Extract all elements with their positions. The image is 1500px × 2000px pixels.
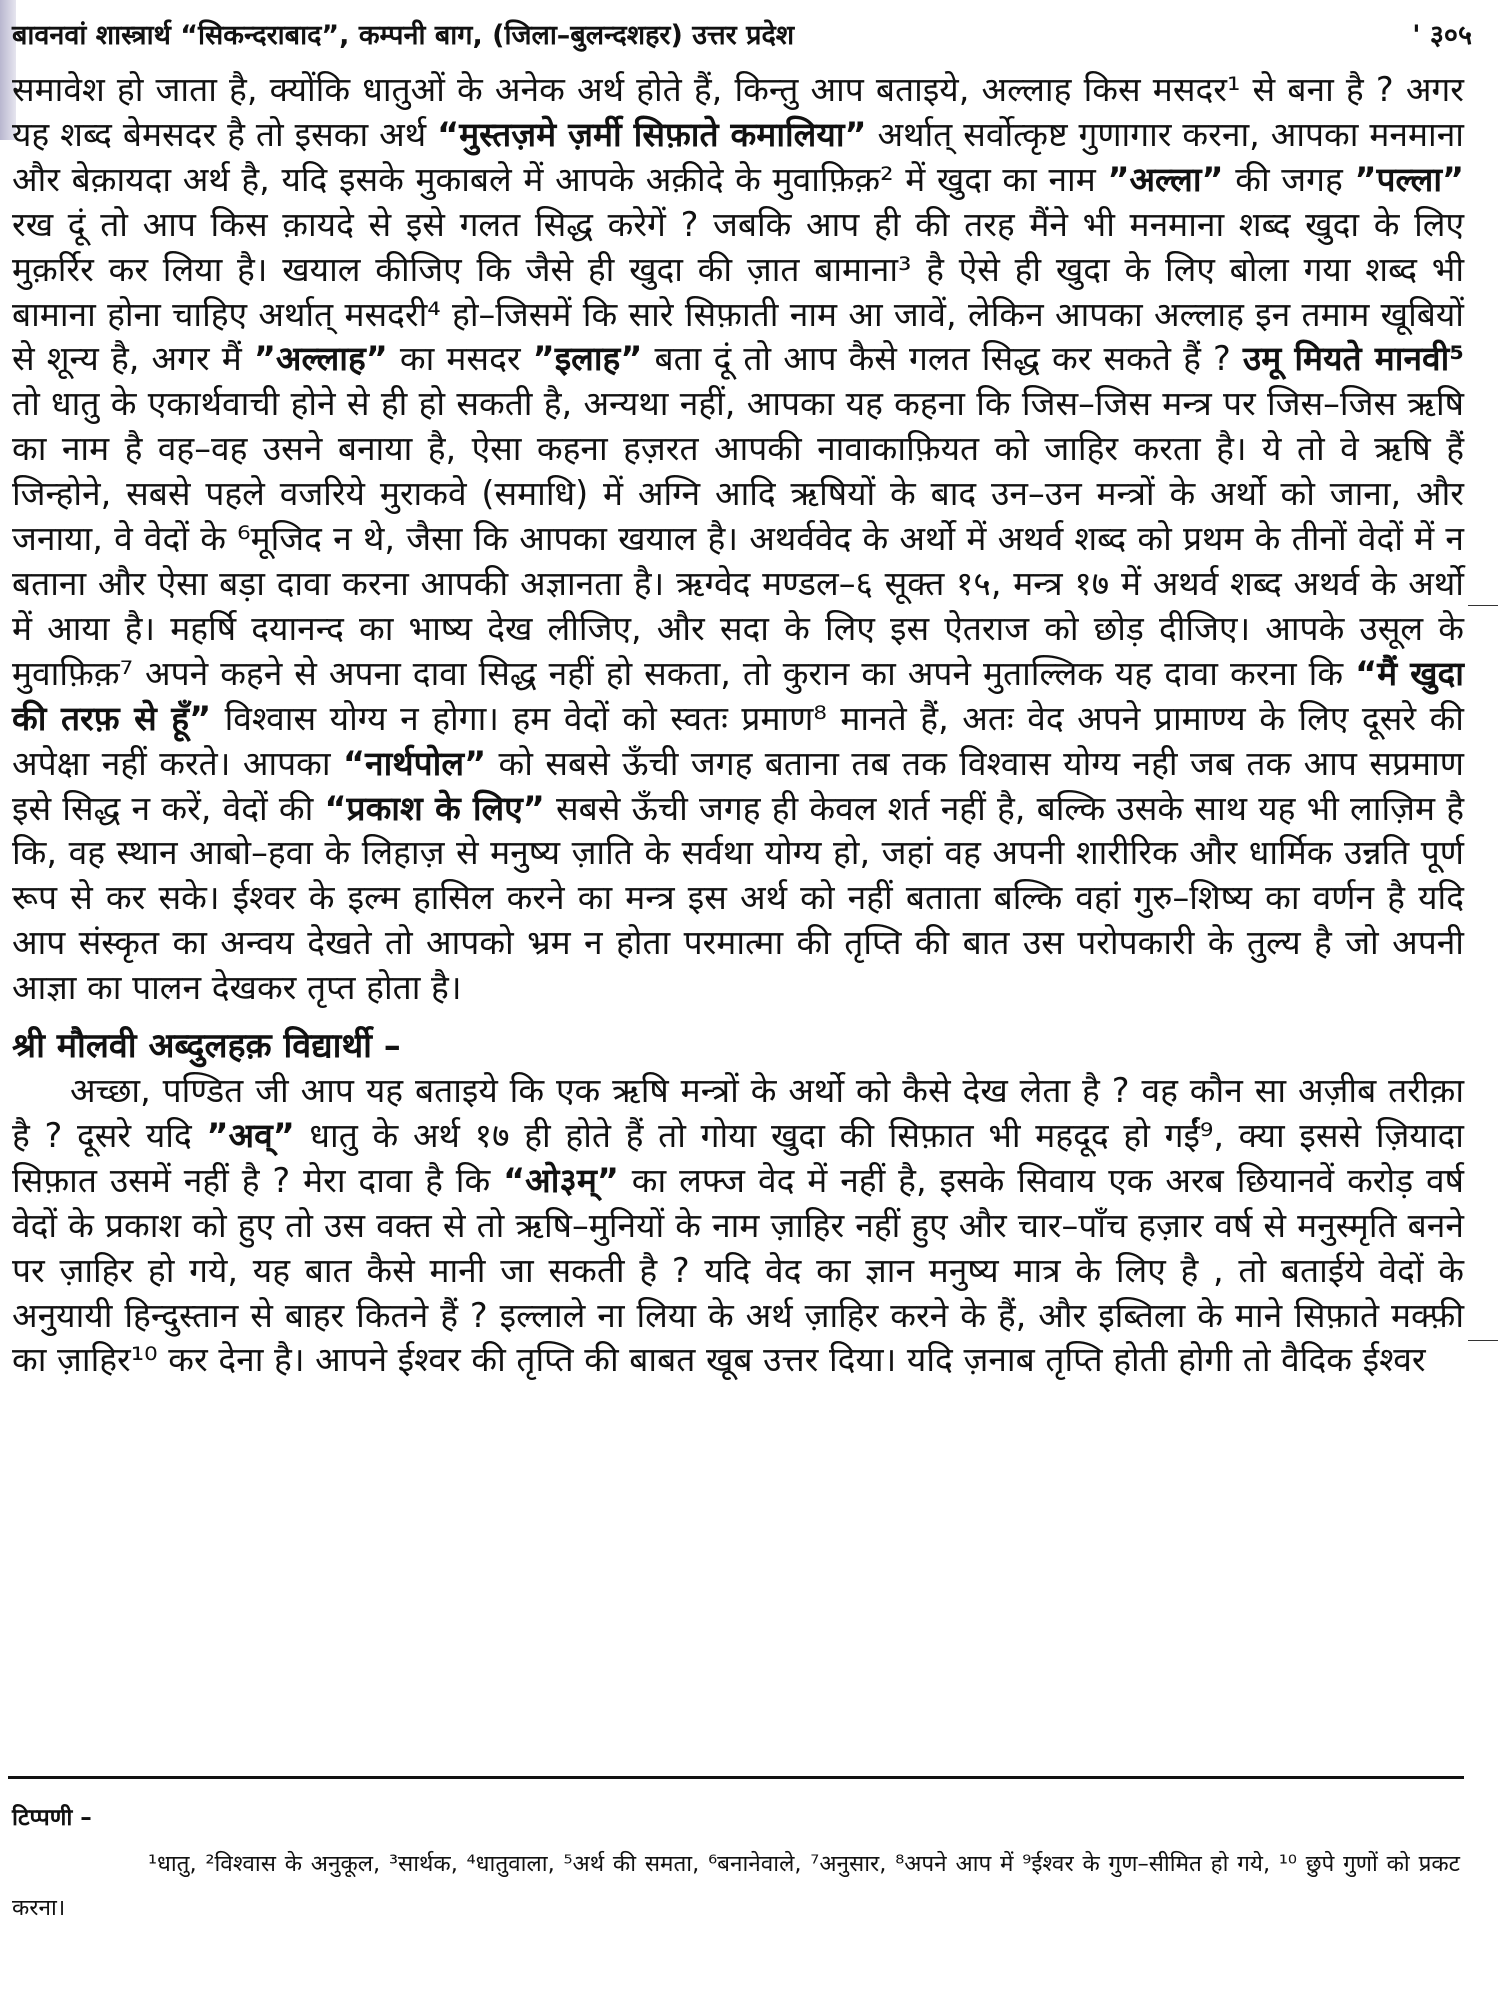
bold-phrase: ”अल्ला” (1107, 159, 1224, 199)
header-title-prefix: बावनवां शास्त्रार्थ (12, 19, 181, 51)
bold-phrase: ”अव्” (206, 1115, 295, 1155)
text-run: सबसे ऊँची जगह ही केवल शर्त नहीं है, बल्कि उसके साथ यह भी लाज़िम है कि, वह स्थान आबो–हवा के लिहाज़ से मनुष्य ज़ाति के सर्वथा योग्य हो, जहां वह अपनी शारीरिक और धार्मिक उन्नति पूर्ण रूप से कर सके। ईश्वर के इल्म हासिल करने का मन्त्र इस अर्थ को नहीं बताता बल्कि वहां गुरु–शिष्य का वर्णन है यदि आप संस्कृत का अन्वय देखते तो आपको भ्रम न होता परमात्मा की तृप्ति की बात उस परोपकारी के तुल्य है जो अपनी आज्ञा का पालन देखकर तृप्त होता है। (12, 788, 1464, 1008)
header-title-place: “सिकन्दराबाद” (180, 19, 340, 51)
text-run: को सबसे ऊँची जगह बताना तब तक विश्वास योग्य नही जब तक आप सप्रमाण इसे सिद्ध न करें, वेदों की (12, 743, 1464, 828)
text-run: समावेश हो जाता है, क्योंकि धातुओं के अनेक अर्थ होते हैं, किन्तु आप बताइये, अल्लाह किस मसदर¹ से बना है ? अगर यह शब्द बेमसदर है तो इसका अर्थ (12, 70, 1464, 154)
bold-phrase: “ओ३म्” (503, 1160, 619, 1200)
margin-mark (1468, 1340, 1498, 1341)
bold-phrase: उमू मियते मानवी⁵ (1242, 339, 1465, 379)
text-run: का लफ्ज वेद में नहीं है, इसके सिवाय एक अरब छियानवें करोड़ वर्ष वेदों के प्रकाश को हुए तो उस वक्त से तो ऋषि–मुनियों के नाम ज़ाहिर नहीं हुए और चार–पाँच हज़ार वर्ष से मनुस्मृति बनने पर ज़ाहिर हो गये, यह बात कैसे मानी जा सकती है ? यदि वेद का ज्ञान मनुष्य मात्र के लिए है , तो बताईये वेदों के अनुयायी हिन्दुस्तान से बाहर कितने हैं ? इल्लाले ना लिया के अर्थ ज़ाहिर करने के हैं, और इब्तिला के माने सिफ़ाते मक्फ़ी का ज़ाहिर¹⁰ कर देना है। आपने ईश्वर की तृप्ति की बाबत खूब उत्तर दिया। यदि ज़नाब तृप्ति होती होगी तो वैदिक ईश्वर (12, 1160, 1465, 1380)
text-run: धातु के अर्थ १७ ही होते हैं तो गोया खुदा की सिफ़ात भी महदूद हो गईं⁹, क्या इससे ज़ियादा सिफ़ात उसमें नहीं है ? मेरा दावा है कि (12, 1115, 1464, 1200)
body-text (12, 68, 1464, 1383)
header-title (12, 15, 794, 52)
text-run: तो धातु के एकार्थवाची होने से ही हो सकती है, अन्यथा नहीं, आपका यह कहना कि जिस–जिस मन्त्र पर जिस–जिस ऋषि का नाम है वह–वह उसने बनाया है, ऐसा कहना हज़रत आपकी नावाकाफ़ियत को जाहिर करता है। ये तो वे ऋषि हैं जिन्होने, सबसे पहले वजरिये मुराकवे (समाधि) में अग्नि आदि ऋषियों के बाद उन–उन मन्त्रों के अर्थो को जाना, और जनाया, वे वेदों के ⁶मूजिद न थे, जैसा कि आपका खयाल है। अथर्ववेद के अर्थो में अथर्व शब्द को प्रथम के तीनों वेदों में न बताना और ऐसा बड़ा दावा करना आपकी अज्ञानता है। ऋग्वेद मण्डल–६ सूक्त १५, मन्त्र १७ में अथर्व शब्द अथर्व के अर्थो में आया है। महर्षि दयानन्द का भाष्य देख लीजिए, और सदा के लिए इस ऐतराज को छोड़ दीजिए। आपके उसूल के मुवाफ़िक़⁷ अपने कहने से अपना दावा सिद्ध नहीं हो सकता, तो कुरान का अपने मुताल्लिक यह दावा करना कि (12, 384, 1464, 693)
bold-phrase: “मैं खुदा की तरफ़ से हूँ” (12, 653, 1464, 738)
bold-phrase: ”अल्लाह” (253, 339, 388, 379)
text-run: रख दूं तो आप किस क़ायदे से इसे गलत सिद्ध करेगें ? जबकि आप ही की तरह मैंने भी मनमाना शब्द खुदा के लिए मुक़र्रिर कर लिया है। खयाल कीजिए कि जैसे ही खुदा की ज़ात बामाना³ है ऐसे ही खुदा के लिए बोला गया शब्द भी बामाना होना चाहिए अर्थात् मसदरी⁴ हो–जिसमें कि सारे सिफ़ाती नाम आ जावें, लेकिन आपका अल्लाह इन तमाम खूबियों से शून्य है, अगर मैं (12, 204, 1464, 379)
page-number: ' ३०५ (1412, 19, 1472, 51)
bold-phrase: “नार्थपोल” (342, 743, 487, 783)
text-run: का मसदर (387, 339, 533, 379)
text-run: अर्थात् सर्वोत्कृष्ट गुणागार करना, आपका मनमाना और बेक़ायदा अर्थ है, यदि इसके मुकाबले में आपके अक़ीदे के मुवाफ़िक़² में खुदा का नाम (12, 114, 1464, 199)
bold-phrase: ”पल्ला” (1354, 159, 1465, 199)
footnote-divider (8, 1776, 1464, 1779)
text-run: अच्छा, पण्डित जी आप यह बताइये कि एक ऋषि मन्त्रों के अर्थो को कैसे देख लेता है ? वह कौन सा अज़ीब तरीक़ा है ? दूसरे यदि (12, 1071, 1464, 1155)
text-run: की जगह (1223, 159, 1355, 199)
text-run: बता दूं तो आप कैसे गलत सिद्ध कर सकते हैं ? (642, 339, 1243, 379)
paragraph-1 (12, 68, 1464, 1011)
speaker-heading: श्री मौलवी अब्दुलहक़ विद्यार्थी – (12, 1026, 401, 1067)
bold-phrase: “प्रकाश के लिए” (324, 788, 545, 828)
bold-phrase: ”इलाह” (532, 339, 643, 379)
footnotes-text: ¹धातु, ²विश्वास के अनुकूल, ³सार्थक, ⁴धातुवाला, ⁵अर्थ की समता, ⁶बनानेवाले, ⁷अनुसार, ⁸अपने आप में ⁹ईश्वर के गुण–सीमित हो गये, ¹⁰ छुपे गुणों को प्रकट करना। (12, 1851, 1460, 1921)
bold-phrase: “मुस्तज़मे ज़र्मी सिफ़ाते कमालिया” (437, 114, 867, 154)
text-run: विश्वास योग्य न होगा। हम वेदों को स्वतः प्रमाण⁸ मानते हैं, अतः वेद अपने प्रामाण्य के लिए दूसरे की अपेक्षा नहीं करते। आपका (12, 698, 1464, 783)
footnotes-label: टिप्पणी – (12, 1805, 92, 1831)
margin-mark (1468, 605, 1498, 606)
running-header (12, 6, 1472, 60)
paragraph-2 (12, 1069, 1464, 1383)
header-title-suffix: , कम्पनी बाग, (जिला–बुलन्दशहर) उत्तर प्रदेश (339, 19, 795, 51)
